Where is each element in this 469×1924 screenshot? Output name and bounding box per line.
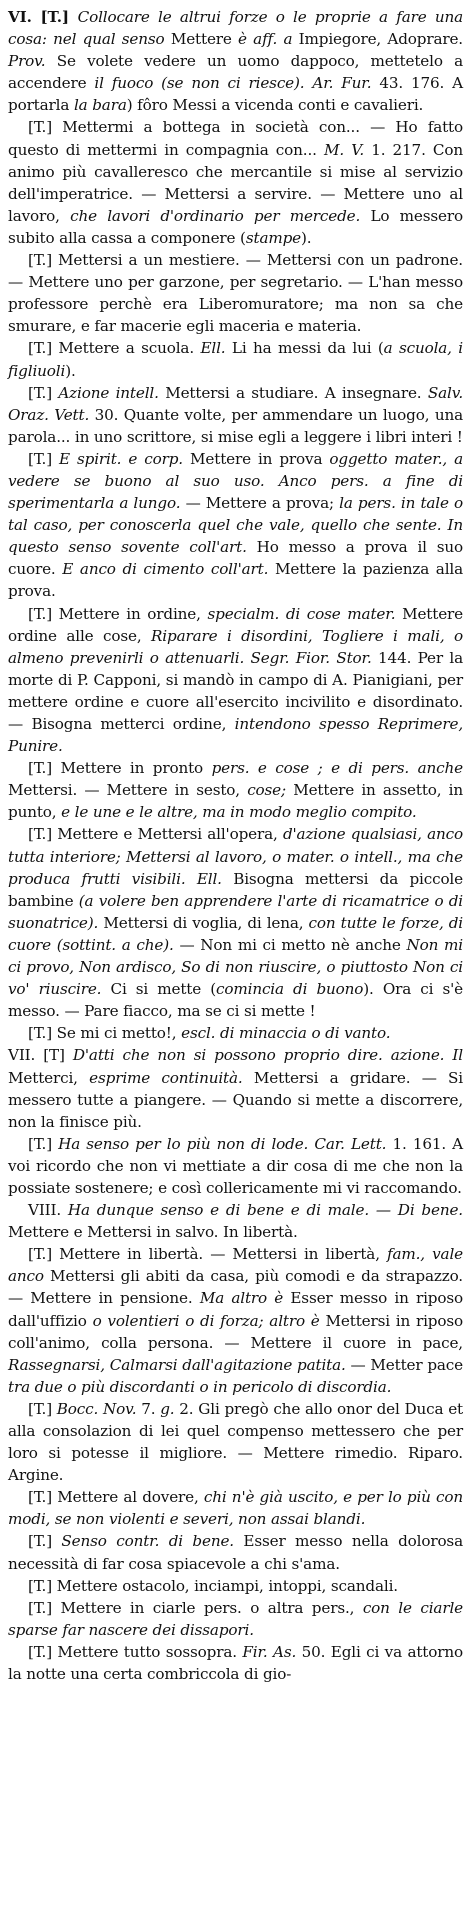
italic-text-run: tra due o più discordanti o in pericolo di discordia.: [8, 1377, 392, 1396]
text-run: Ho messo a prova il suo cuore.: [8, 538, 468, 579]
text-run: — Non mi ci metto nè anche: [179, 935, 407, 954]
italic-text-run: Senso contr. di bene.: [61, 1532, 244, 1551]
dictionary-paragraph: [8, 1398, 468, 1486]
text-run: Se volete vedere un uomo dappoco, mettetelo a accendere: [8, 52, 468, 93]
text-run: Esser messo in riposo dall'uffizio: [8, 1289, 468, 1330]
italic-text-run: comincia di buono: [216, 980, 364, 999]
text-run: Ci si mette (: [110, 980, 217, 999]
text-run: [T.] Se mi ci metto!,: [28, 1024, 182, 1043]
italic-text-run: Non mi ci provo, Non ardisco, So di non riuscire, o piuttosto Non ci vo' riuscire.: [8, 935, 468, 999]
text-run: [T.] Mettermi a bottega in società con... — Ho fatto questo di mettermi in compagnia con...: [8, 118, 468, 159]
dictionary-paragraph: [8, 1243, 468, 1398]
italic-text-run: E spirit. e corp.: [59, 449, 191, 468]
text-run: [T.] Mettere al dovere,: [28, 1488, 204, 1507]
text-run: Lo messero subito alla cassa a componere (: [8, 206, 468, 247]
text-run: ).: [301, 228, 312, 247]
italic-text-run: che lavori d'ordinario per mercede.: [70, 206, 371, 225]
italic-text-run: Ha senso per lo più non di lode. Car. Lett.: [58, 1134, 393, 1153]
text-run: Impiegore, Adoprare.: [298, 30, 468, 49]
dictionary-paragraph: [8, 1597, 468, 1641]
text-run: 7.: [141, 1399, 161, 1418]
italic-text-run: stampe: [245, 228, 302, 247]
text-run: [T.] Mettere in libertà. — Mettersi in libertà,: [28, 1245, 387, 1264]
text-run: Mettersi gli abiti da casa, più comodi e da strapazzo. — Mettere in pensione.: [8, 1267, 468, 1308]
text-run: — Metter pace: [350, 1355, 468, 1374]
dictionary-paragraph: [8, 448, 468, 603]
italic-text-run: a scuola, i figliuoli: [8, 339, 468, 380]
italic-text-run: la bara: [73, 96, 127, 115]
italic-text-run: Collocare le altrui forze o le proprie a fare una cosa: nel qual senso: [8, 8, 468, 49]
dictionary-paragraph: [8, 116, 468, 249]
text-run: ) fôro Messi a vicenda conti e cavalieri.: [126, 96, 424, 115]
text-run: [T.] Mettersi a un mestiere. — Mettersi con un padrone. — Mettere uno per garzone, per segretario. — L'han messo professore perchè era Liberomuratore; ma non sa che smurare, e far macerie egli maceria e materia.: [8, 251, 468, 336]
text-run: [T.]: [28, 383, 59, 402]
text-run: Mettere e Mettersi in salvo. In libertà.: [8, 1223, 298, 1242]
text-run: Mettere ordine alle cose,: [8, 604, 468, 645]
text-run: Mettere in assetto, in punto,: [8, 781, 468, 822]
italic-text-run: Rassegnarsi, Calmarsi dall'agitazione patita.: [8, 1355, 351, 1374]
text-run: [T.] Mettere tutto sossopra.: [28, 1642, 243, 1661]
text-run: — Mettere a prova;: [185, 494, 340, 513]
italic-text-run: M. V.: [323, 140, 372, 159]
text-run: 1. 161. A voi ricordo che non vi mettiate a dir cosa di me che non la possiate sostenere; e così collericamente mi vi raccomando.: [8, 1134, 468, 1197]
italic-text-run: Ha dunque senso e di bene e di male. — Di bene.: [67, 1201, 468, 1220]
italic-text-run: pers. e cose ; e di pers. anche: [211, 759, 468, 778]
text-run: [T.]: [28, 1532, 62, 1551]
text-run: 144. Per la morte di P. Capponi, si mandò in campo di A. Pianigiani, per mettere ordine e cuore all'esercito incivilito e disordinato. — Bisogna metterci ordine,: [8, 648, 468, 733]
dictionary-paragraph: [8, 337, 468, 381]
italic-text-run: d'azione qualsiasi, anco tutta interiore; Mettersi al lavoro, o mater. o intell., ma che produca frutti visibili. Ell.: [8, 825, 468, 888]
italic-text-run: Ma altro è: [199, 1289, 291, 1308]
text-run: [T.] Mettere e Mettersi all'opera,: [28, 825, 283, 844]
italic-text-run: D'atti che non si possono proprio dire. azione. Il: [72, 1046, 468, 1065]
text-run: Metterci,: [8, 1068, 90, 1087]
italic-text-run: la pers. in tale o tal caso, per conoscerla quel che vale, quello che sente. In questo senso sovente coll'art.: [8, 494, 468, 557]
italic-text-run: esprime continuità.: [89, 1068, 254, 1087]
dictionary-paragraph: [8, 1022, 463, 1044]
text-run: [T.]: [28, 1134, 59, 1153]
dictionary-paragraph: [8, 1044, 468, 1132]
text-run: [T.] Mettere in ordine,: [28, 604, 208, 623]
text-run: Mettere la pazienza alla prova.: [8, 560, 468, 601]
text-run: 1. 217. Con animo più cavalleresco che mercantile si mise al servizio dell'imperatrice. — Mettersi a servire. — Mettere uno al lavoro,: [8, 140, 468, 225]
text-run: Mettere: [170, 30, 239, 49]
dictionary-paragraph: [8, 382, 468, 448]
text-run: ).: [65, 361, 76, 380]
italic-text-run: Fir. As.: [242, 1642, 302, 1661]
dictionary-paragraph: [8, 1199, 468, 1243]
italic-text-run: Ell.: [200, 339, 232, 358]
dictionary-paragraph: [8, 249, 468, 337]
italic-text-run: cose;: [247, 781, 294, 800]
dictionary-paragraph: [8, 1641, 468, 1685]
dictionary-paragraph: [8, 603, 468, 758]
text-run: ). Ora ci s'è messo. — Pare fiacco, ma se ci si mette !: [8, 980, 468, 1021]
text-run: 30. Quante volte, per ammendare un luogo, una parola... in uno scrittore, si mise egli a leggere i libri interi !: [8, 405, 468, 446]
italic-text-run: (a volere ben apprendere l'arte di ricamatrice o di suonatrice).: [8, 891, 468, 932]
text-run: [T.]: [28, 1399, 57, 1418]
italic-text-run: Bocc. Nov.: [56, 1399, 142, 1418]
text-run: Mettersi a gridare. — Si messero tutte a piangere. — Quando si mette a discorrere, non la finisce più.: [8, 1068, 468, 1131]
italic-text-run: Riparare i disordini, Togliere i mali, o almeno prevenirli o attenuarli. Segr. Fior. Stor.: [8, 626, 468, 667]
italic-text-run: Prov.: [8, 52, 57, 71]
italic-text-run: o volentieri o di forza; altro è: [92, 1311, 326, 1330]
italic-text-run: Salv. Oraz. Vett.: [8, 383, 468, 424]
italic-text-run: e le une e le altre, ma in modo meglio compito.: [61, 803, 417, 822]
dictionary-paragraph: [8, 757, 468, 823]
text-run: Mettersi a studiare. A insegnare.: [165, 383, 428, 402]
text-run: Li ha messi da lui (: [231, 339, 384, 358]
text-run: [T.] Mettere in ciarle pers. o altra pers.,: [28, 1598, 363, 1617]
text-run: [T.]: [28, 449, 60, 468]
text-run: 2. Gli pregò che allo onor del Duca et alla consolazion di lei quel compenso mettessero che per loro si potesse il migliore. — Mettere rimedio. Riparo. Argine.: [8, 1399, 468, 1485]
dictionary-paragraph: [8, 1133, 468, 1199]
text-run: Mettersi di voglia, di lena,: [103, 913, 309, 932]
dictionary-paragraph: [8, 1530, 468, 1574]
dictionary-paragraph: [8, 6, 468, 116]
text-run: Bisogna mettersi da piccole bambine: [8, 869, 468, 910]
text-run: Mettersi in riposo coll'animo, colla persona. — Mettere il cuore in pace,: [8, 1311, 468, 1352]
italic-text-run: E anco di cimento coll'art.: [62, 560, 275, 579]
italic-text-run: intendono spesso Reprimere, Punire.: [8, 715, 468, 756]
dictionary-paragraph: [8, 1575, 463, 1597]
italic-text-run: con le ciarle sparse far nascere dei dissapori.: [8, 1598, 468, 1639]
italic-text-run: specialm. di cose mater.: [207, 604, 403, 623]
dictionary-paragraph: [8, 1486, 468, 1530]
text-run: 43. 176. A portarla: [8, 74, 468, 115]
text-run: VIII.: [28, 1201, 68, 1220]
italic-text-run: fam., vale anco: [8, 1245, 468, 1286]
text-run: VII. [T]: [8, 1046, 73, 1065]
text-run: Mettersi. — Mettere in sesto,: [8, 781, 248, 800]
text-run: Esser messo nella dolorosa necessità di far cosa spiacevole a chi s'ama.: [8, 1532, 468, 1573]
italic-text-run: oggetto mater., a vedere se buono al suo uso. Anco pers. a fine di sperimentarla a lungo.: [8, 449, 468, 513]
text-run: [T.] Mettere in pronto: [28, 759, 212, 778]
italic-text-run: è aff. a: [238, 30, 299, 49]
italic-text-run: g.: [160, 1399, 180, 1418]
text-run: [T.] Mettere a scuola.: [28, 339, 201, 358]
text-run: Mettere in prova: [190, 449, 330, 468]
text-run: [T.] Mettere ostacolo, inciampi, intoppi, scandali.: [28, 1576, 398, 1595]
italic-text-run: chi n'è già uscito, e per lo più con modi, se non violenti e severi, non assai blandi.: [8, 1488, 468, 1529]
italic-text-run: escl. di minaccia o di vanto.: [181, 1024, 391, 1043]
italic-text-run: Azione intell.: [58, 383, 166, 402]
dictionary-paragraph: [8, 823, 468, 1022]
text-run: 50. Egli ci va attorno la notte una certa combriccola di gio-: [8, 1642, 468, 1684]
bold-heading-run: VI. [T.]: [8, 8, 78, 26]
italic-text-run: con tutte le forze, di cuore (sottint. a che).: [8, 913, 468, 954]
italic-text-run: il fuoco (se non ci riesce). Ar. Fur.: [94, 74, 380, 93]
